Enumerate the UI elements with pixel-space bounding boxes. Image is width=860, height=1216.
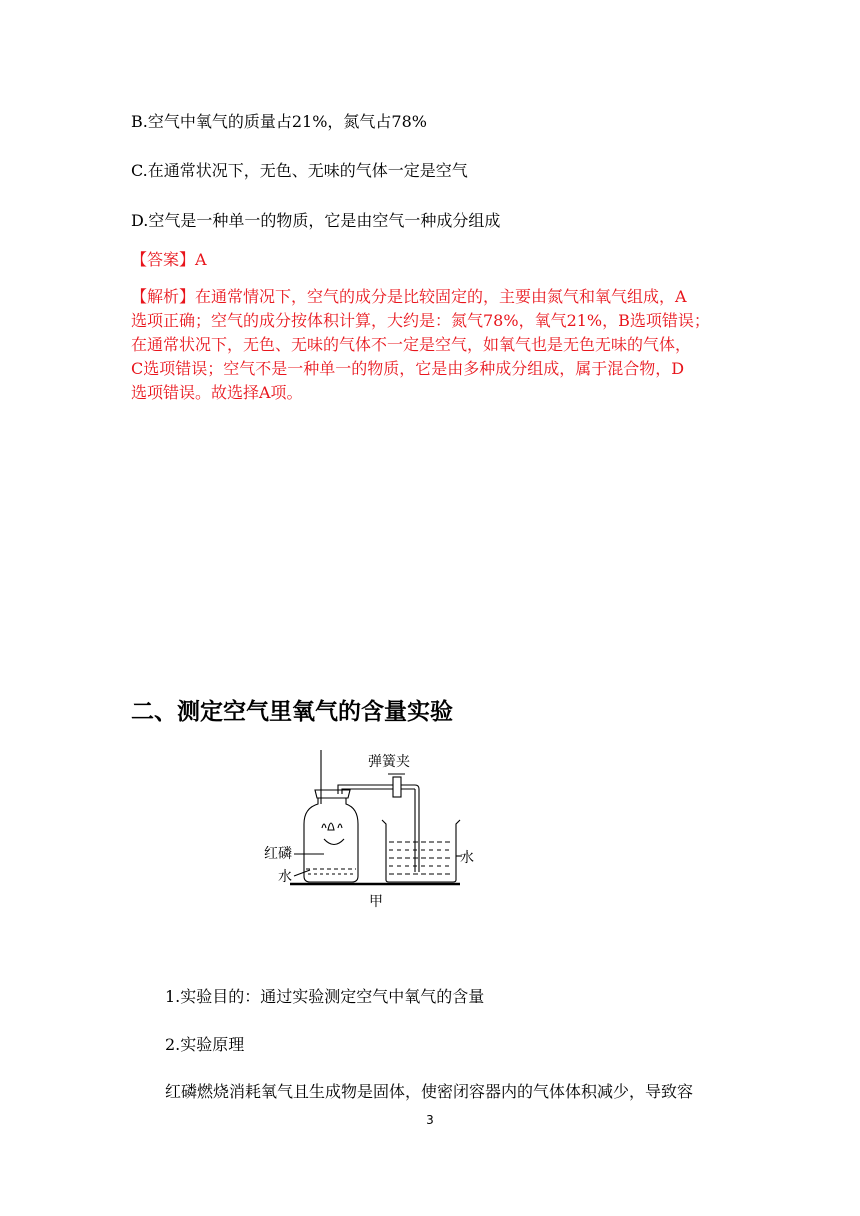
analysis-line: 【解析】在通常情况下，空气的成分是比较固定的，主要由氮气和氧气组成，A [131, 287, 687, 306]
option-d: D.空气是一种单一的物质，它是由空气一种成分组成 [131, 211, 501, 230]
experiment-figure [262, 746, 472, 916]
spoon [324, 839, 344, 845]
analysis-line: 在通常状况下，无色、无味的气体不一定是空气，如氧气也是无色无味的气体， [131, 335, 692, 354]
spring-clamp [393, 777, 401, 797]
label-clamp: 弹簧夹 [368, 754, 410, 770]
label-water-right: 水 [460, 850, 474, 866]
flame [328, 823, 334, 830]
analysis-line: 选项正确；空气的成分按体积计算，大约是：氮气78%，氧气21%，B选项错误； [131, 311, 710, 330]
analysis-line: C选项错误；空气不是一种单一的物质，它是由多种成分组成，属于混合物，D [131, 359, 685, 378]
analysis-line: 选项错误。故选择A项。 [131, 383, 303, 402]
tube-right [415, 785, 419, 872]
answer: 【答案】A [131, 250, 207, 269]
label-phosphorus: 红磷 [264, 846, 292, 862]
label-water-left: 水 [278, 869, 292, 885]
stopper [315, 790, 350, 798]
figure-caption: 甲 [369, 894, 383, 910]
section-heading: 二、测定空气里氧气的含量实验 [131, 699, 453, 725]
analysis [131, 285, 731, 405]
principle-text: 红磷燃烧消耗氧气且生成物是固体，使密闭容器内的气体体积减少，导致容 [165, 1082, 694, 1101]
page-number: 3 [426, 1113, 434, 1127]
option-c: C.在通常状况下，无色、无味的气体一定是空气 [131, 161, 468, 180]
option-b: B.空气中氧气的质量占21%，氮气占78% [131, 112, 427, 131]
beaker [382, 820, 460, 882]
apparatus-diagram [262, 746, 472, 916]
item-principle: 2.实验原理 [165, 1035, 245, 1054]
item-purpose: 1.实验目的：通过实验测定空气中氧气的含量 [165, 987, 485, 1006]
